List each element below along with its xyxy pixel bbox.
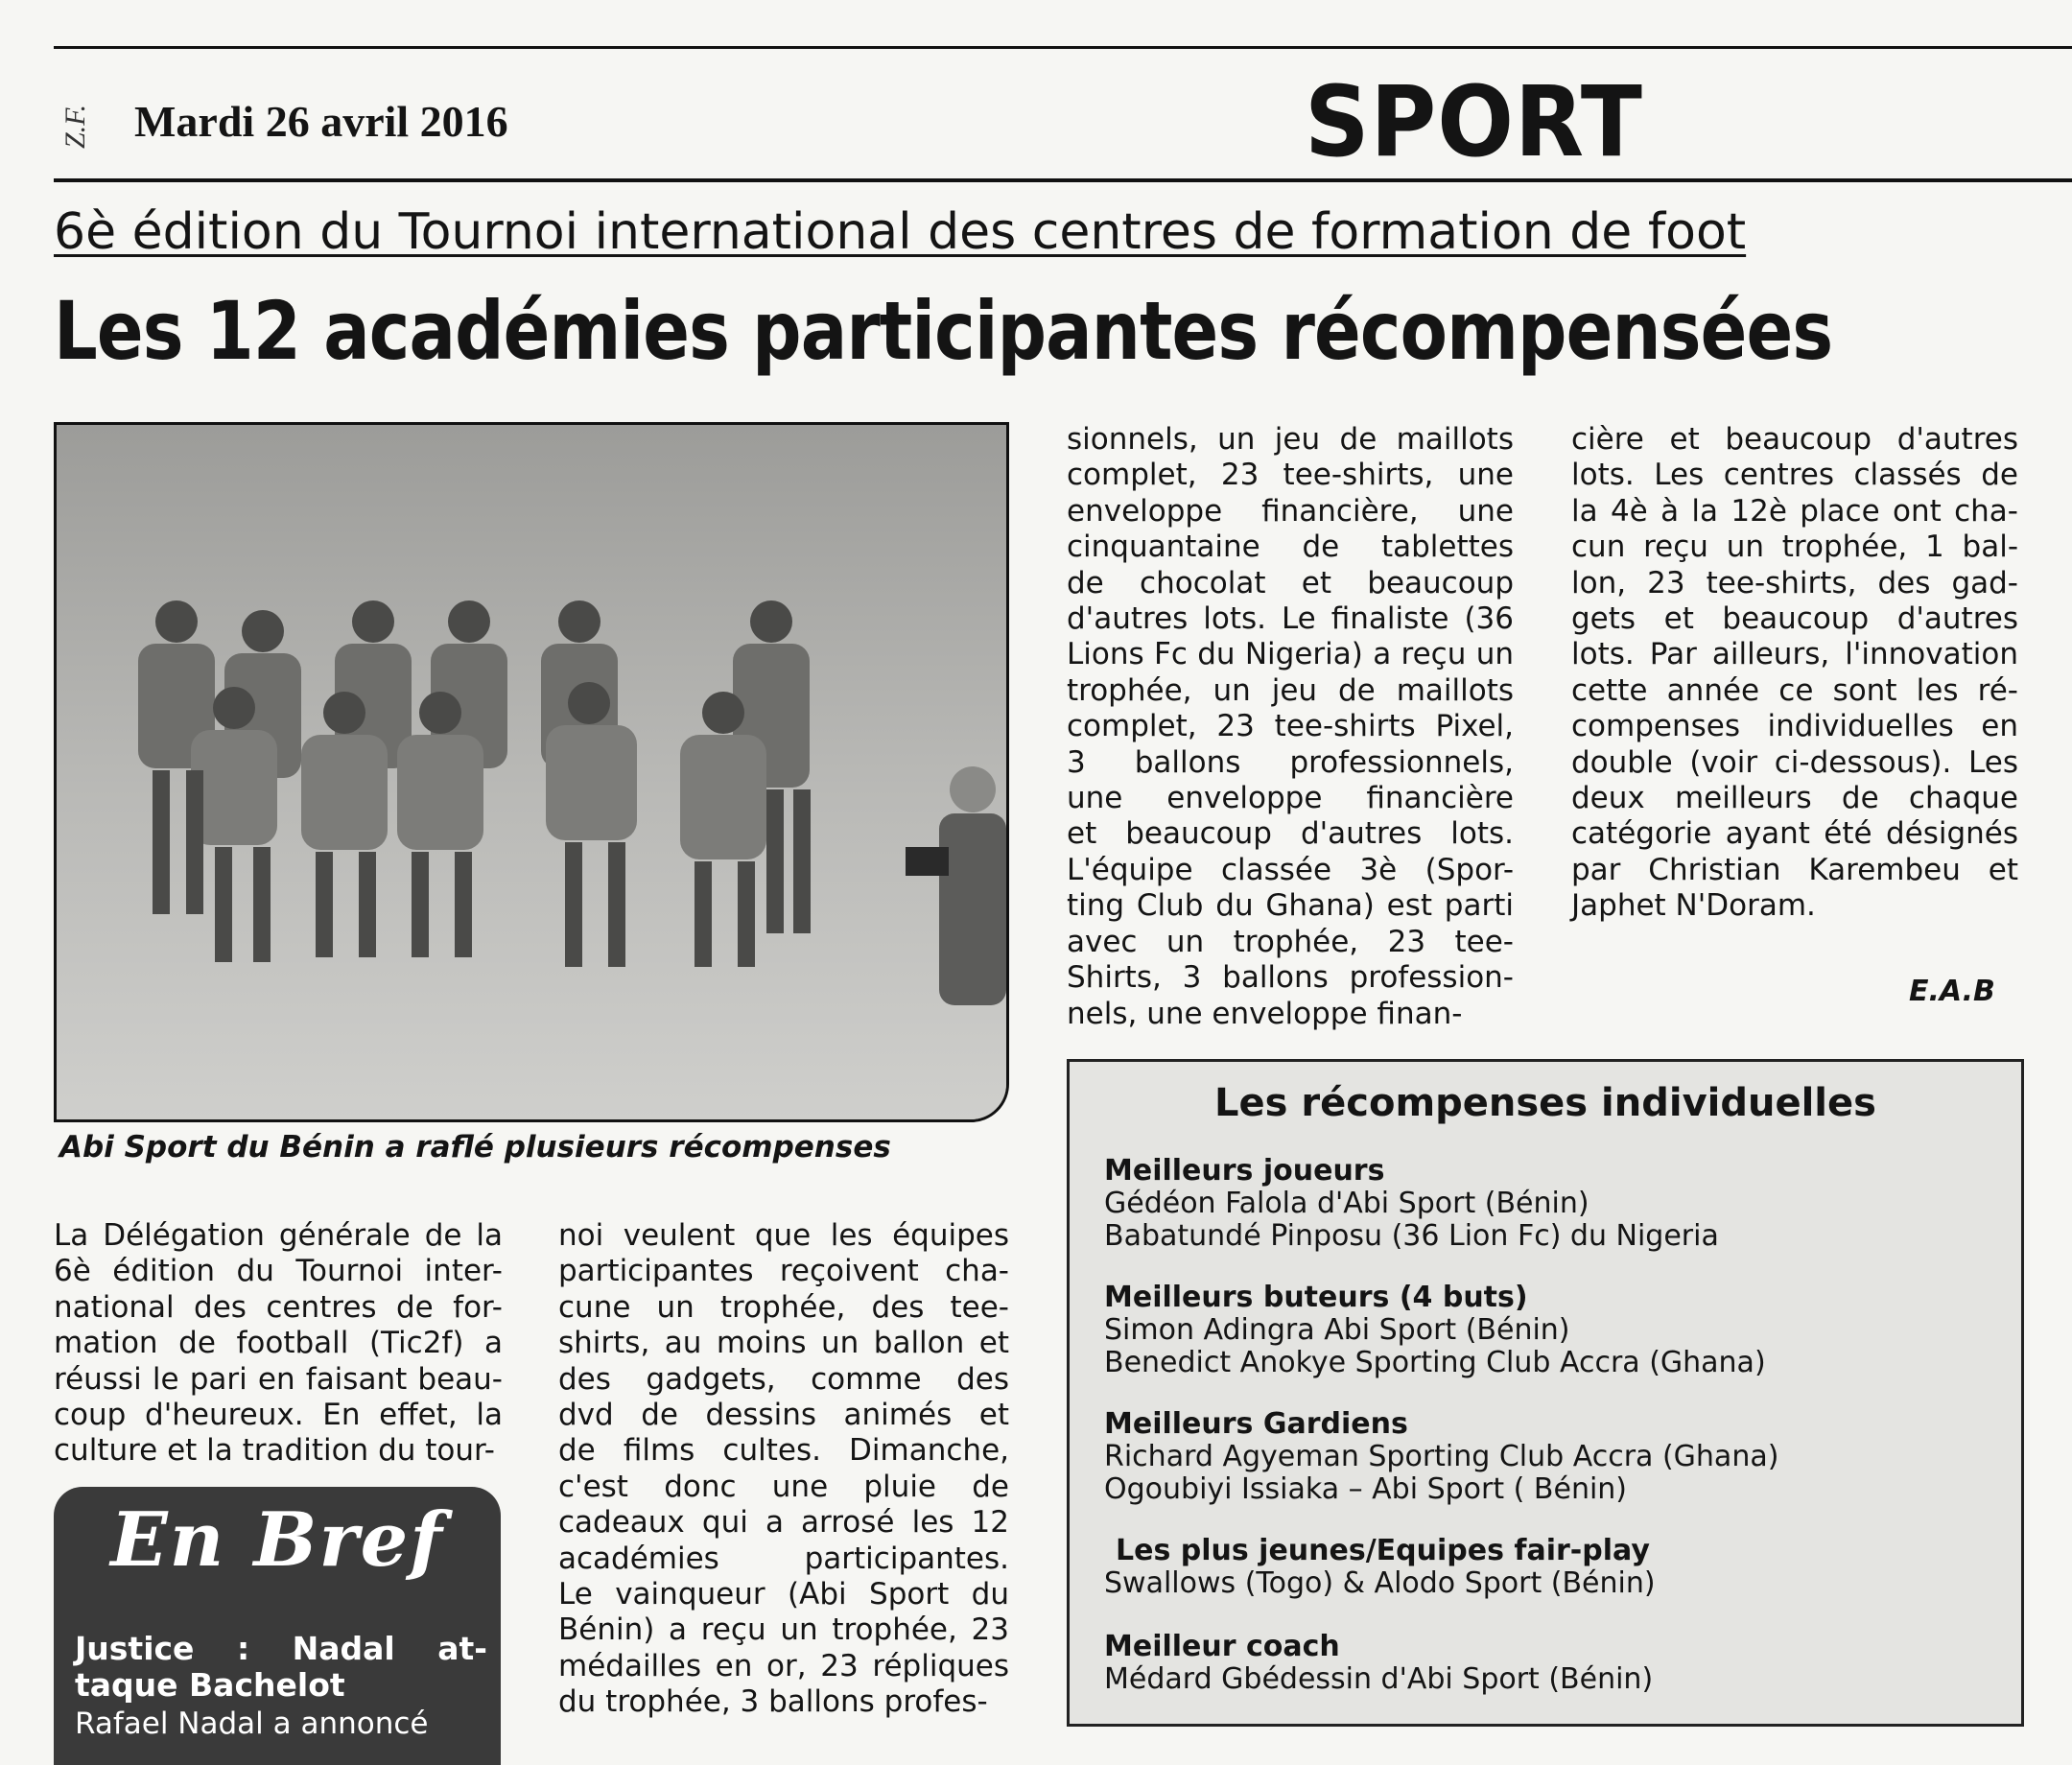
article-line: médailles en or, 23 répliques xyxy=(558,1648,1009,1683)
awards-title: Les récompenses individuelles xyxy=(1214,1081,1876,1125)
article-line: lon, 23 tee-shirts, des gad- xyxy=(1571,565,2018,600)
article-line: coup d'heureux. En effet, la xyxy=(54,1398,503,1433)
article-line: cette année ce sont les ré- xyxy=(1571,672,2018,708)
photo-caption: Abi Sport du Bénin a raflé plusieurs récompenses xyxy=(59,1130,891,1165)
article-line: avec un trophée, 23 tee- xyxy=(1067,924,1514,959)
article-line: sionnels, un jeu de maillots xyxy=(1067,422,1514,457)
article-line: cune un trophée, des tee- xyxy=(558,1289,1009,1325)
article-line: cun reçu un trophée, 1 bal- xyxy=(1571,530,2018,565)
article-line: une enveloppe financière xyxy=(1067,781,1514,816)
article-line: trophée, un jeu de maillots xyxy=(1067,672,1514,708)
article-column-2 xyxy=(558,1218,1009,1721)
article-line: Lions Fc du Nigeria) a reçu un xyxy=(1067,637,1514,672)
brief-title: En Bref xyxy=(110,1496,444,1584)
award-winner: Ogoubiyi Issiaka – Abi Sport ( Bénin) xyxy=(1104,1472,1628,1506)
award-winner: Babatundé Pinposu (36 Lion Fc) du Nigeria xyxy=(1104,1219,1719,1253)
article-line: 6è édition du Tournoi inter- xyxy=(54,1254,503,1289)
award-winner: Médard Gbédessin d'Abi Sport (Bénin) xyxy=(1104,1662,1654,1696)
article-line: complet, 23 tee-shirts, une xyxy=(1067,458,1514,493)
article-line: cière et beaucoup d'autres xyxy=(1571,422,2018,457)
article-kicker: 6è édition du Tournoi international des centres de formation de foot xyxy=(54,203,1747,261)
article-line: double (voir ci-dessous). Les xyxy=(1571,744,2018,780)
article-line: c'est donc une pluie de xyxy=(558,1469,1009,1504)
award-category: Meilleurs buteurs (4 buts) xyxy=(1104,1281,1528,1314)
brief-headline xyxy=(75,1631,487,1704)
award-category: Meilleur coach xyxy=(1104,1630,1340,1663)
award-category: Les plus jeunes/Equipes fair-play xyxy=(1116,1534,1650,1567)
article-line: shirts, au moins un ballon et xyxy=(558,1326,1009,1361)
article-line: noi veulent que les équipes xyxy=(558,1218,1009,1253)
header-rule xyxy=(54,178,2072,182)
award-winner: Swallows (Togo) & Alodo Sport (Bénin) xyxy=(1104,1566,1656,1600)
article-column-4 xyxy=(1571,422,2018,925)
article-line: culture et la tradition du tour- xyxy=(54,1433,495,1469)
article-line: lots. Les centres classés de xyxy=(1571,458,2018,493)
article-column-3 xyxy=(1067,422,1514,1032)
issue-date: Mardi 26 avril 2016 xyxy=(134,97,508,146)
award-winner: Richard Agyeman Sporting Club Accra (Ghana) xyxy=(1104,1440,1779,1473)
article-line: cadeaux qui a arrosé les 12 xyxy=(558,1505,1009,1541)
article-line: lots. Par ailleurs, l'innovation xyxy=(1571,637,2018,672)
team-photo-image xyxy=(57,425,1006,1119)
team-photo xyxy=(54,422,1009,1122)
article-line: dvd de dessins animés et xyxy=(558,1398,1009,1433)
side-mark: Z.F. xyxy=(59,104,91,150)
article-line: gets et beaucoup d'autres xyxy=(1571,601,2018,637)
article-line: des gadgets, comme des xyxy=(558,1361,1009,1397)
award-winner: Simon Adingra Abi Sport (Bénin) xyxy=(1104,1313,1570,1347)
section-rubric: SPORT xyxy=(1305,65,1643,179)
article-line: participantes reçoivent cha- xyxy=(558,1254,1009,1289)
article-line: académies participantes. xyxy=(558,1541,1009,1576)
brief-headline-line: taque Bachelot xyxy=(75,1666,345,1704)
article-line: enveloppe financière, une xyxy=(1067,493,1514,529)
article-line: par Christian Karembeu et xyxy=(1571,852,2018,887)
article-line: national des centres de for- xyxy=(54,1289,503,1325)
article-line: complet, 23 tee-shirts Pixel, xyxy=(1067,709,1514,744)
award-category: Meilleurs Gardiens xyxy=(1104,1407,1408,1441)
article-line: de films cultes. Dimanche, xyxy=(558,1433,1009,1469)
article-line: Bénin) a reçu un trophée, 23 xyxy=(558,1612,1009,1648)
brief-text: Rafael Nadal a annoncé xyxy=(75,1706,429,1741)
brief-headline-line: Justice : Nadal at- xyxy=(75,1630,487,1667)
article-line: d'autres lots. Le finaliste (36 xyxy=(1067,601,1514,637)
article-line: réussi le pari en faisant beau- xyxy=(54,1361,503,1397)
award-winner: Gédéon Falola d'Abi Sport (Bénin) xyxy=(1104,1187,1589,1220)
article-line: mation de football (Tic2f) a xyxy=(54,1326,503,1361)
award-category: Meilleurs joueurs xyxy=(1104,1154,1385,1188)
article-headline: Les 12 académies participantes récompensées xyxy=(54,284,1833,378)
article-column-1 xyxy=(54,1218,503,1470)
article-line: deux meilleurs de chaque xyxy=(1571,781,2018,816)
author-signature: E.A.B xyxy=(1909,975,1995,1008)
article-line: La Délégation générale de la xyxy=(54,1218,503,1253)
article-line: et beaucoup d'autres lots. xyxy=(1067,816,1514,852)
top-rule xyxy=(54,46,2072,49)
article-line: catégorie ayant été désignés xyxy=(1571,816,2018,852)
article-line: la 4è à la 12è place ont cha- xyxy=(1571,493,2018,529)
article-line: nels, une enveloppe finan- xyxy=(1067,996,1463,1031)
article-line: cinquantaine de tablettes xyxy=(1067,530,1514,565)
article-line: compenses individuelles en xyxy=(1571,709,2018,744)
article-line: Le vainqueur (Abi Sport du xyxy=(558,1577,1009,1612)
article-line: Shirts, 3 ballons profession- xyxy=(1067,960,1514,996)
article-line: 3 ballons professionnels, xyxy=(1067,744,1514,780)
article-line: L'équipe classée 3è (Spor- xyxy=(1067,852,1514,887)
brief-box xyxy=(54,1487,501,1765)
article-line: ting Club du Ghana) est parti xyxy=(1067,888,1514,924)
article-line: de chocolat et beaucoup xyxy=(1067,565,1514,600)
article-line: du trophée, 3 ballons profes- xyxy=(558,1684,988,1720)
award-winner: Benedict Anokye Sporting Club Accra (Ghana) xyxy=(1104,1346,1766,1379)
article-line: Japhet N'Doram. xyxy=(1571,888,1816,924)
awards-box xyxy=(1067,1059,2024,1727)
